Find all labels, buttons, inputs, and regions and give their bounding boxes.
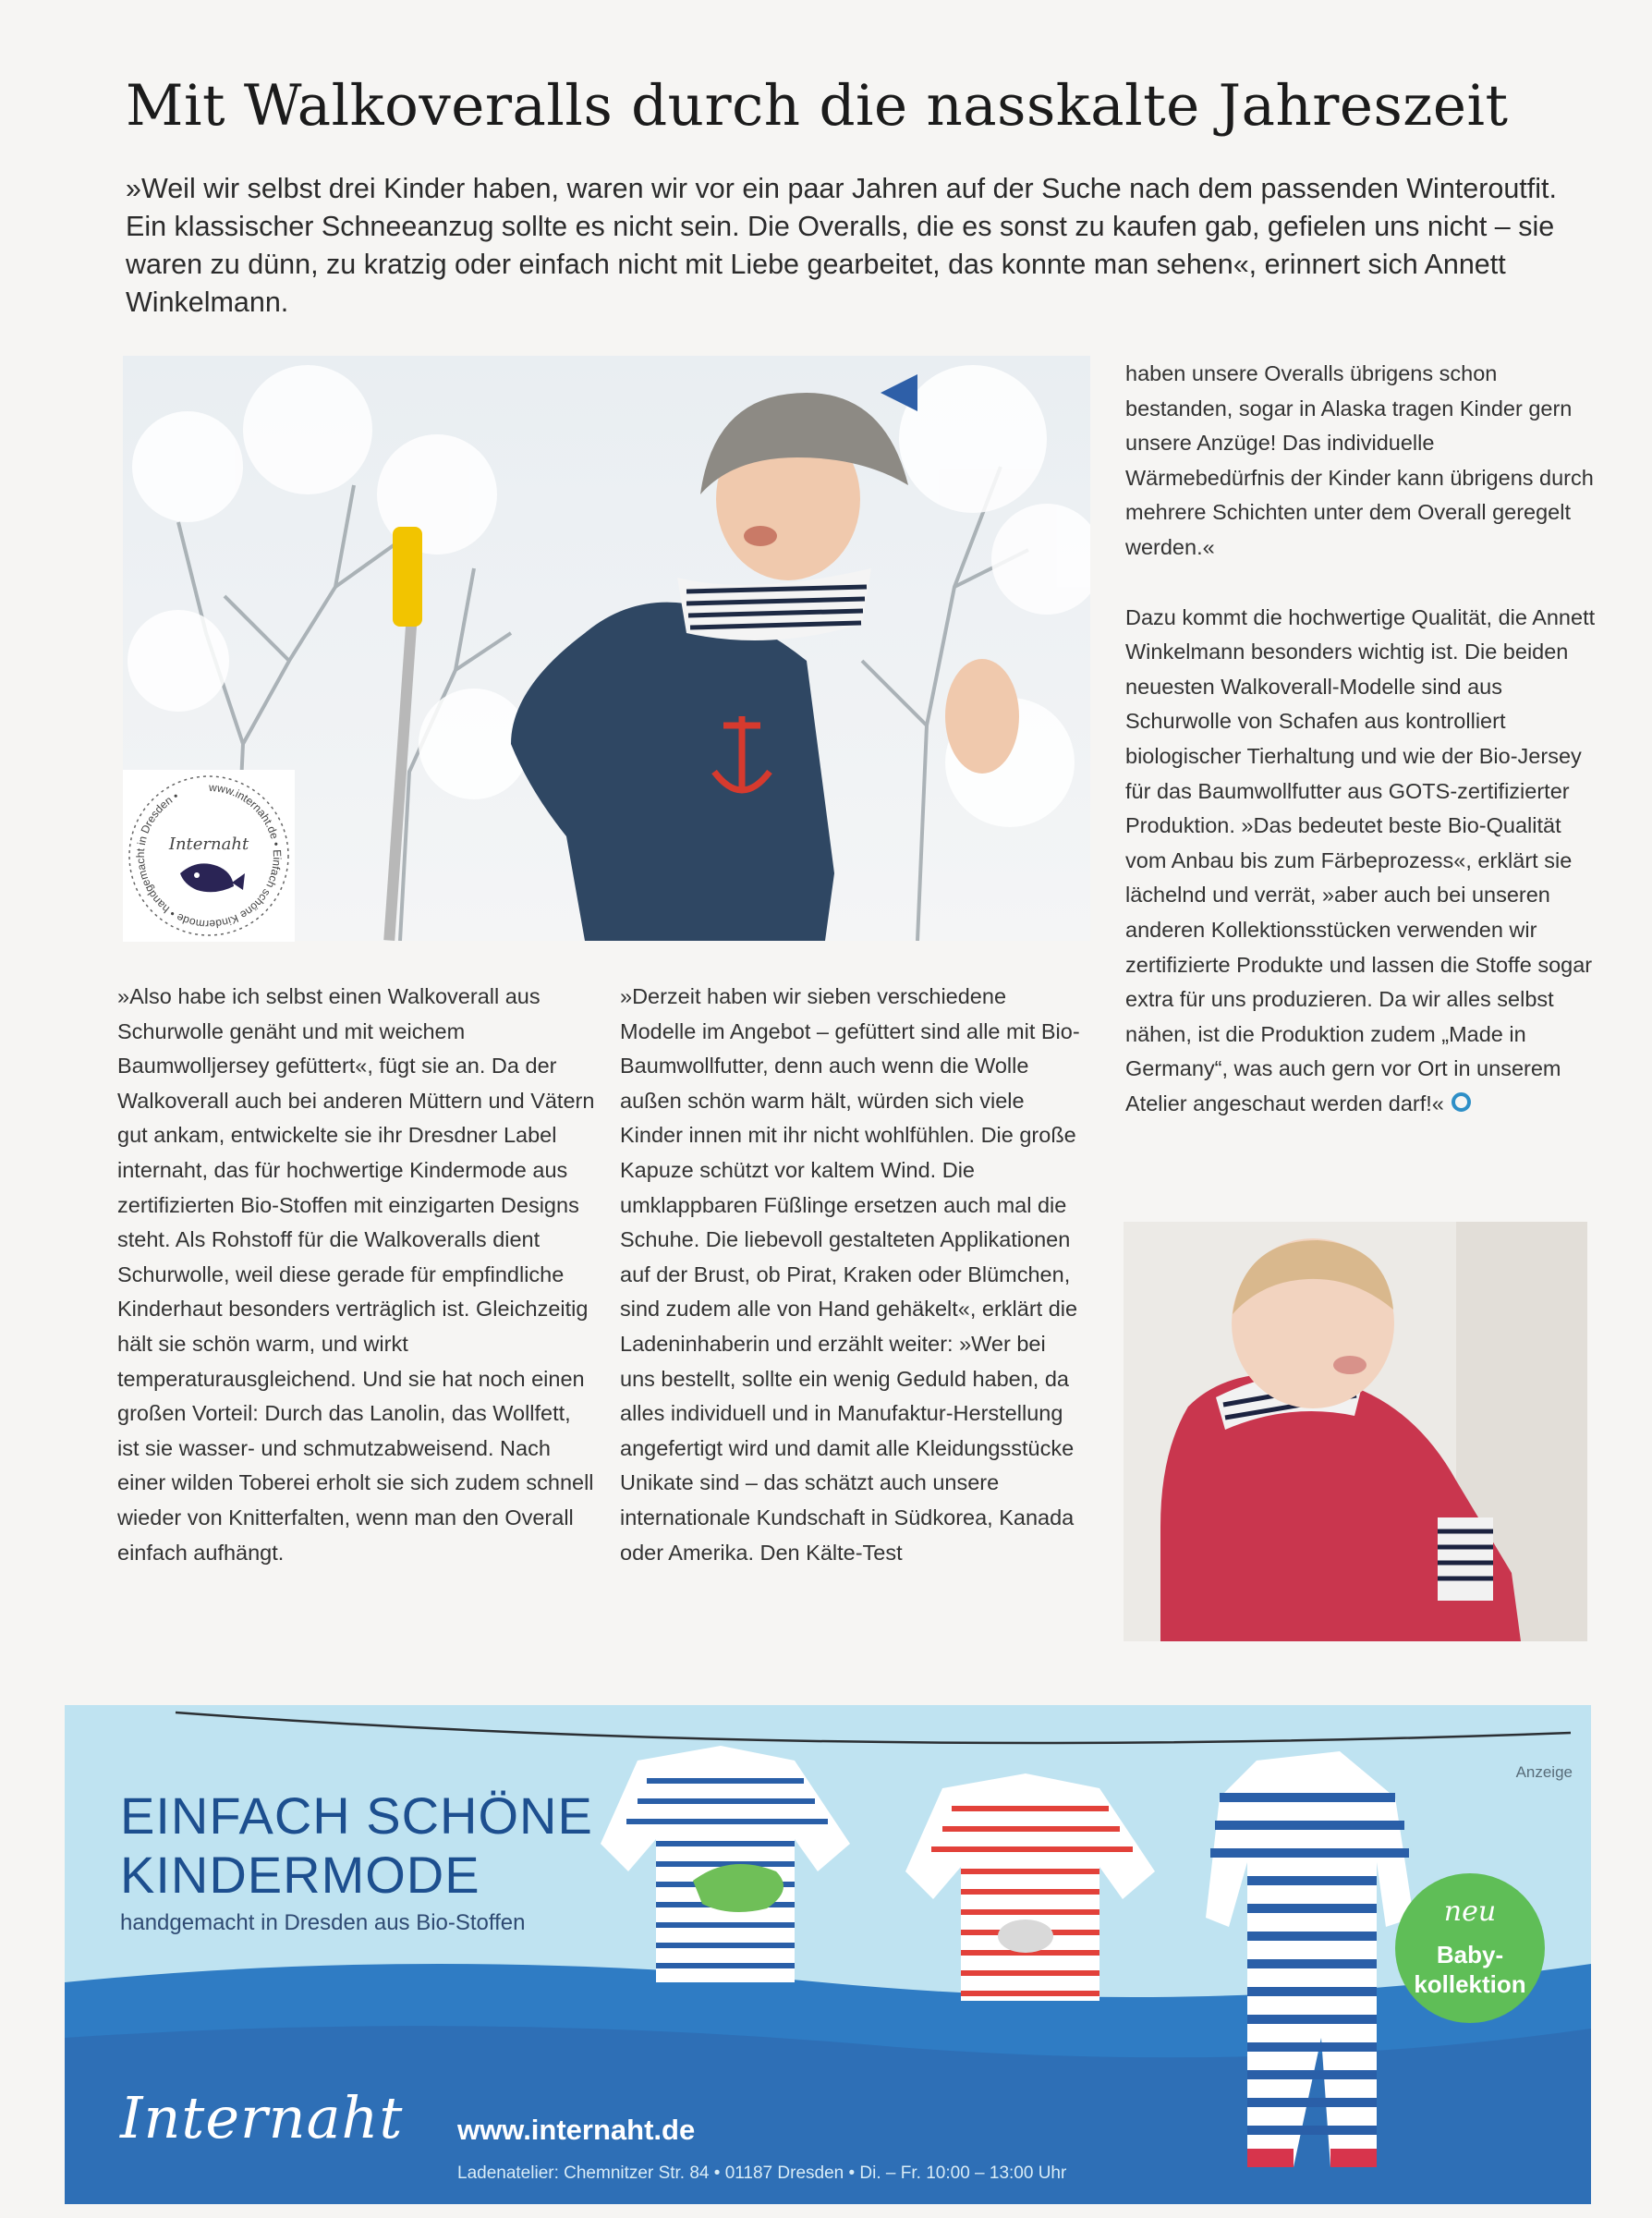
ad-headline-line-1: EINFACH SCHÖNE — [120, 1786, 593, 1845]
column-2-text: »Derzeit haben wir sieben verschiedene Modelle im Angebot – gefüttert sind alle mit Bio-Baumwollfutter, denn auch wenn die Wolle außen schön warm hält, würden sich viele Kinder innen mit ihr nicht wohlfühlen. Die große Kapuze schützt vor kaltem Wind. Die umklappbaren Füßlinge ersetzen auch mal die Schuhe. Die liebevoll gestalteten Applikationen auf der Brust, ob Pirat, Kraken oder Blümchen, sind zudem alle von Hand gehäkelt«, erklärt die Ladeninhaberin und erzählt weiter: »Wer bei uns bestellt, sollte ein wenig Geduld haben, da alles individuell und in Manufaktur-Herstellung angefertigt wird und damit alle Kleidungsstücke Unikate sind – das schätzt auch unsere internationale Kundschaft in Südkorea, Kanada oder Amerika. Den Kälte-Test — [620, 984, 1080, 1565]
ad-label: Anzeige — [1515, 1763, 1573, 1781]
end-of-article-icon — [1452, 1092, 1471, 1112]
internaht-logo: Internaht — [120, 2084, 404, 2151]
ad-tagline: handgemacht in Dresden aus Bio-Stoffen — [120, 1910, 526, 1935]
column-3-paragraph-2: Dazu kommt die hochwertige Qualität, die Annett Winkelmann besonders wichtig ist. Die beiden neuesten Walkoverall-Modelle sind aus Schurwolle von Schafen aus kontrolliert biologischer Tierhaltung und wie der Bio-Jersey für das Baumwollfutter aus GOTS-zertifizierter Produktion. »Das bedeutet beste Bio-Qualität vom Anbau bis zum Färbeprozess«, erklärt sie lächelnd und verrät, »aber auch bei unseren anderen Kollektionsstücken verwenden wir zertifizierte Produkte und lassen die Stoffe sogar extra für uns produzieren. Da wir alles selbst nähen, ist die Produktion zudem „Made in Germany“, was auch gern vor Ort in unserem Atelier angeschaut werden darf!« — [1125, 604, 1596, 1115]
ad-website-link[interactable]: www.internaht.de — [457, 2114, 696, 2146]
advertisement-banner — [65, 1705, 1591, 2204]
badge-text-line-1: Baby- — [1436, 1941, 1504, 1968]
ad-address: Ladenatelier: Chemnitzer Str. 84 • 01187 Dresden • Di. – Fr. 10:00 – 13:00 Uhr — [457, 2163, 1067, 2183]
article-column-3 — [1125, 357, 1597, 1121]
badge-new: neu — [1443, 1895, 1497, 1928]
badge-text — [1395, 1940, 1545, 1999]
column-3-paragraph-1: haben unsere Overalls übrigens schon bestanden, sogar in Alaska tragen Kinder gern unsere Anzüge! Das individuelle Wärmebedürfnis der Kinder kann übrigens durch mehrere Schichten unter dem Overall geregelt werden.« — [1125, 361, 1594, 559]
ad-headline-line-2: KINDERMODE — [120, 1846, 480, 1904]
new-baby-collection-badge — [1395, 1873, 1545, 2023]
article-title: Mit Walkoveralls durch die nasskalte Jahreszeit — [126, 73, 1509, 139]
article-intro: »Weil wir selbst drei Kinder haben, waren wir vor ein paar Jahren auf der Suche nach dem passenden Winteroutfit. Ein klassischer Schneeanzug sollte es nicht sein. Die Overalls, die es sonst zu kaufen gab, gefielen uns nicht – sie waren zu dünn, zu kratzig oder einfach nicht mit Liebe gearbeitet, das konnte man sehen«, erinnert sich Annett Winkelmann. — [126, 173, 1557, 318]
ad-headline — [120, 1786, 593, 1905]
article-column-2 — [620, 980, 1082, 1570]
stamp-logo-text: Internaht — [168, 835, 249, 854]
badge-text-line-2: kollektion — [1414, 1970, 1526, 1998]
column-1-text: »Also habe ich selbst einen Walkoverall aus Schurwolle genäht und mit weichem Baumwolljersey gefüttert«, fügt sie an. Da der Walkoverall auch bei anderen Müttern und Vätern gut ankam, entwickelte sie ihr Dresdner Label internaht, das für hochwertige Kindermode aus zertifizierten Bio-Stoffen mit einzigarten Designs steht. Als Rohstoff für die Walkoveralls dient Schurwolle, weil diese gerade für empfindliche Kinderhaut besonders verträglich ist. Gleichzeitig hält sie schön warm, und wirkt temperaturausgleichend. Und sie hat noch einen großen Vorteil: Durch das Lanolin, das Wollfett, ist sie wasser- und schmutzabweisend. Nach einer wilden Toberei erholt sie sich zudem schnell wieder von Knitterfalten, wenn man den Overall einfach aufhängt. — [117, 984, 595, 1565]
article-column-1 — [117, 980, 598, 1570]
photo-toddler-red-coat — [1124, 1222, 1587, 1641]
stamp-ring-text: www.internaht.de • Einfach schöne Kindermode • handgemacht in Dresden • — [133, 780, 285, 932]
internaht-stamp — [123, 770, 295, 942]
